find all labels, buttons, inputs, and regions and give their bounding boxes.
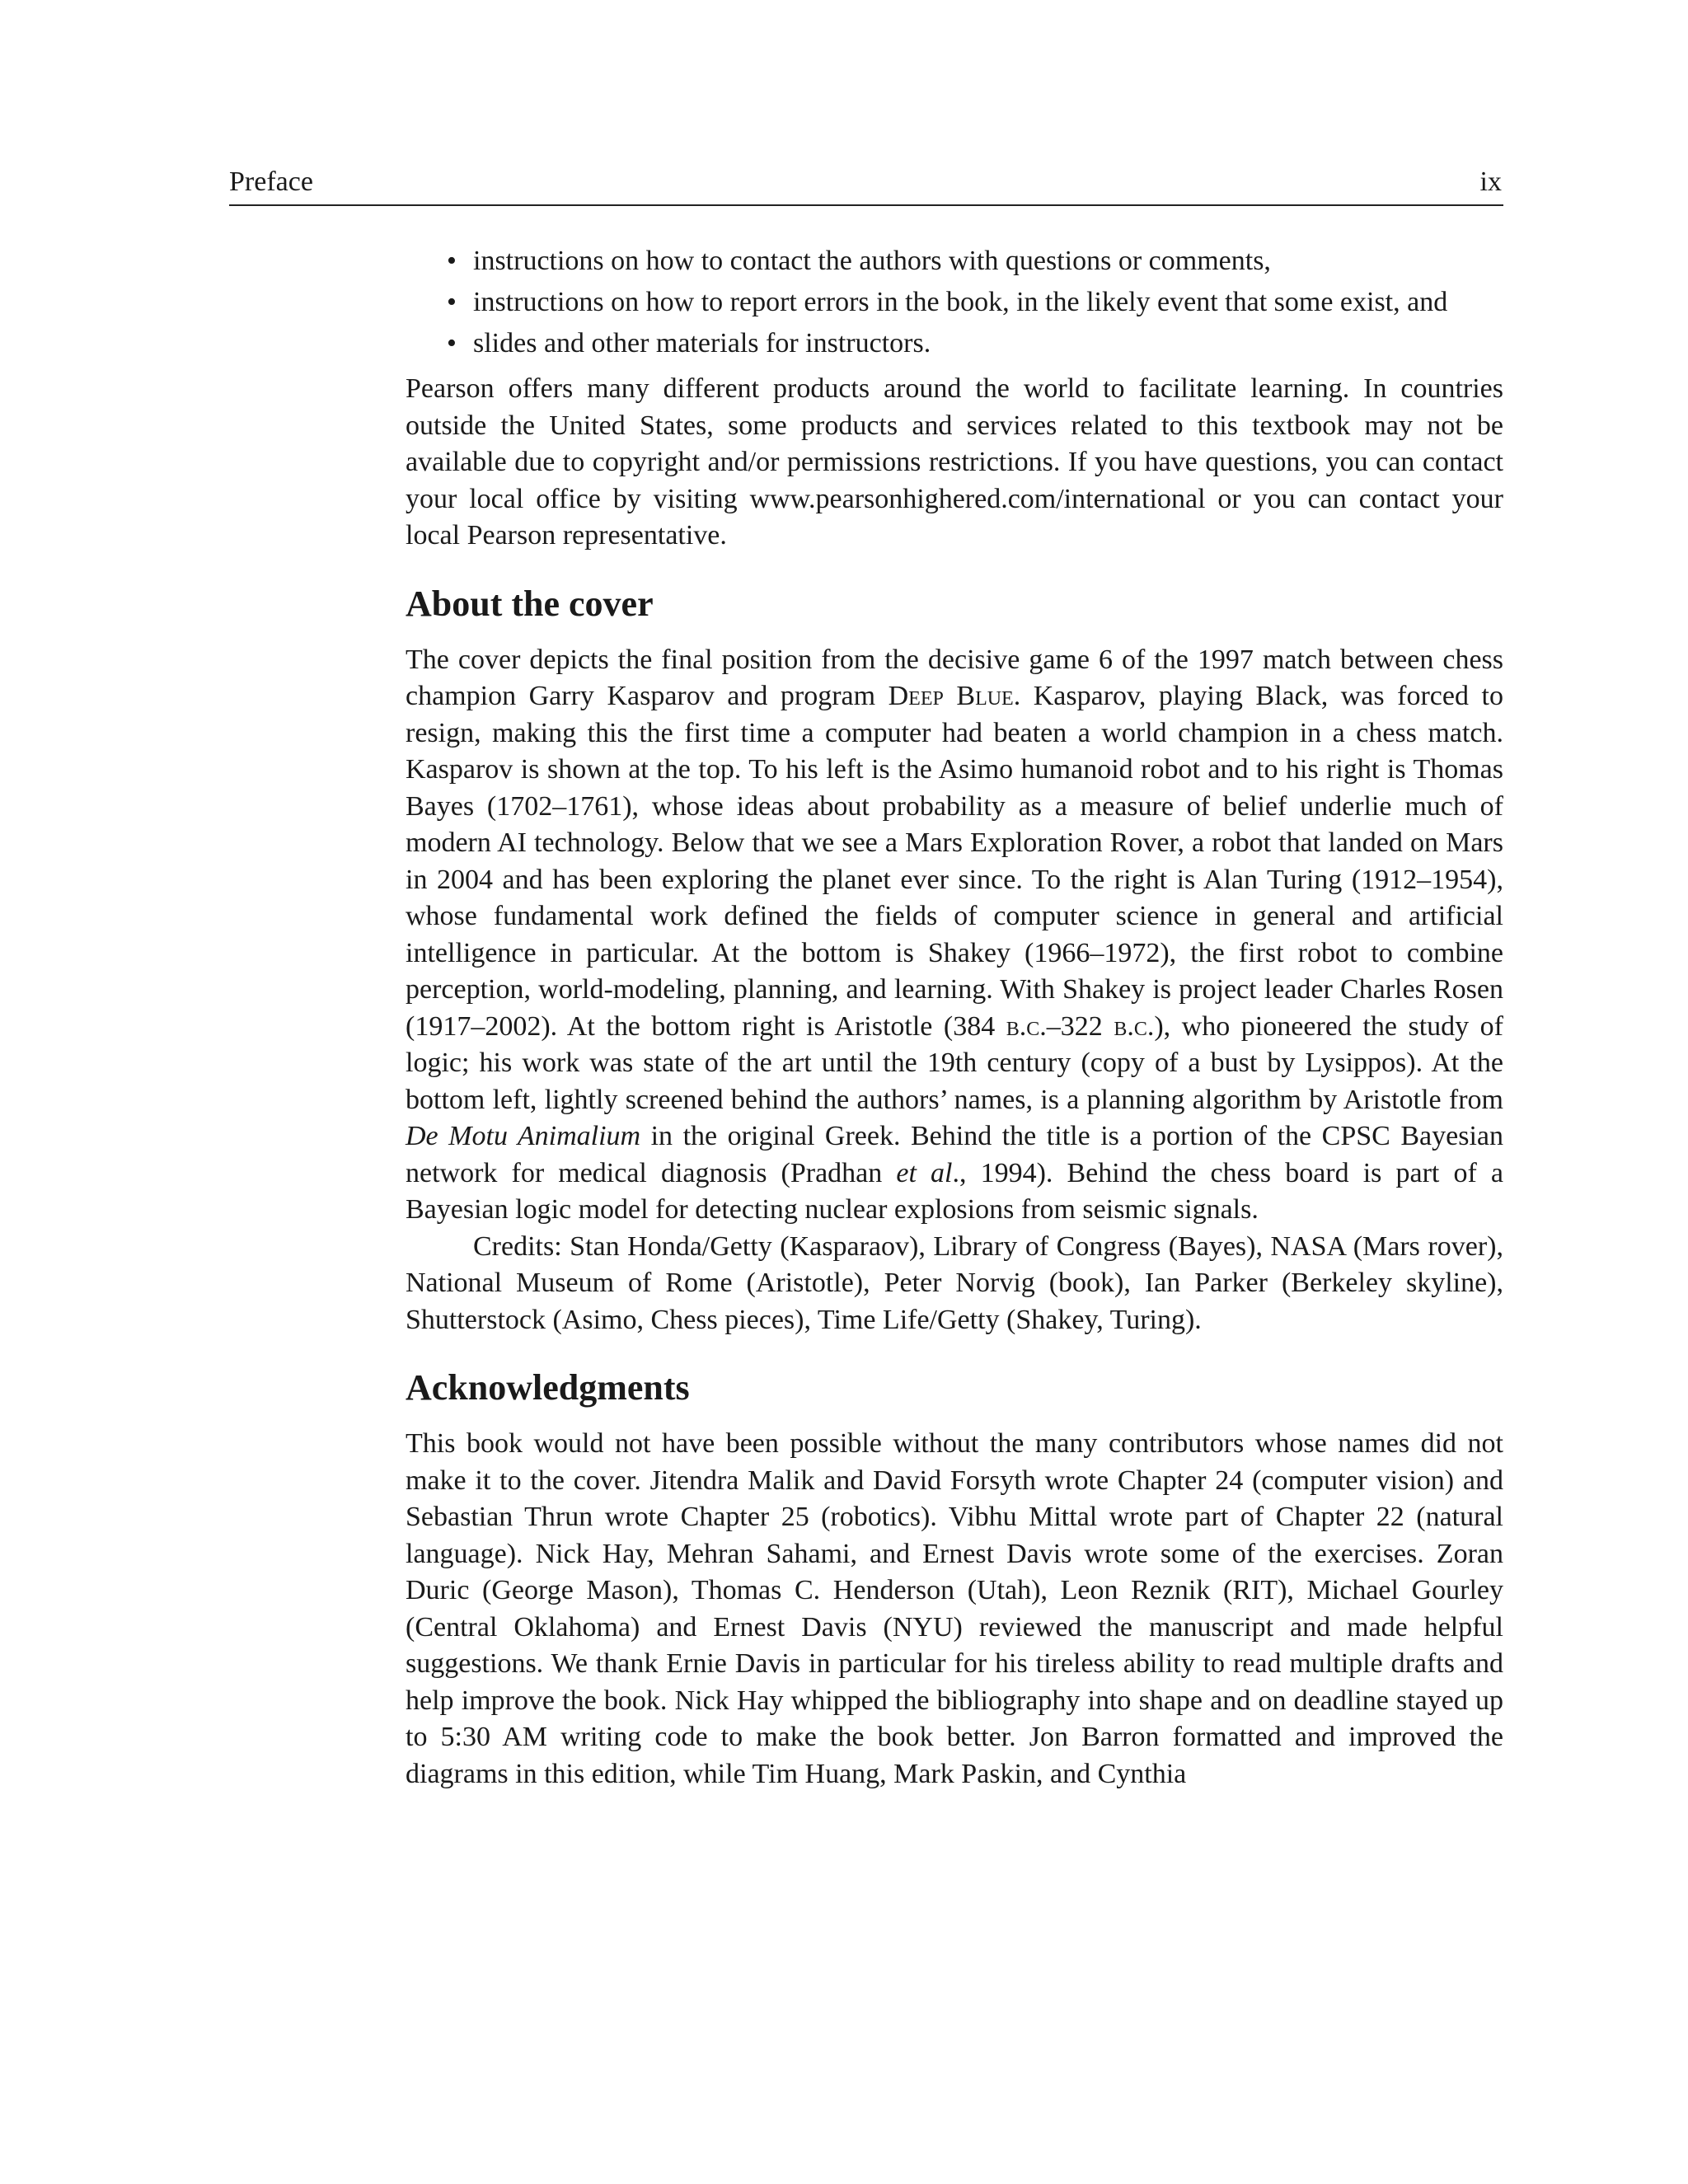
text-run: in the original Greek. Behind the title is a portion of the CPSC Bayesian network for medical diagnosis (Pradhan	[406, 1121, 1503, 1188]
list-item	[406, 282, 1503, 323]
section-heading-cover: About the cover	[406, 583, 654, 624]
era-abbrev: b.c.	[1006, 1010, 1047, 1042]
text-run: ., 1994). Behind the chess board is part of a Bayesian logic model for detecting nuclear explosions from seismic signals.	[406, 1157, 1503, 1225]
list-item-text: instructions on how to contact the authors with questions or comments,	[473, 246, 1271, 276]
text-run: The cover depicts the final position from the decisive game 6 of the 1997 match between chess champion Garry Kasparov and program	[406, 644, 1503, 711]
text-run: ), who pioneered the study of logic; his work was state of the art until the 19th century (copy of a bust by Lysippos). At the bottom left, lightly screened behind the authors’ names, is a planning algorithm by Aristotle from	[406, 1010, 1504, 1115]
list-item	[406, 241, 1503, 282]
text-run: –322	[1046, 1010, 1114, 1042]
section-title: Preface	[229, 166, 313, 197]
bullet-icon: •	[447, 246, 457, 276]
acknowledgments-paragraph: This book would not have been possible without the many contributors whose names did not make it to the cover. Jitendra Malik and David Forsyth wrote Chapter 24 (computer vision) and Sebastian Thrun wrote Chapter 25 (robotics). Vibhu Mittal wrote part of Chapter 22 (natural language). Nick Hay, Mehran Sahami, and Ernest Davis wrote some of the exercises. Zoran Duric (George Mason), Thomas C. Henderson (Utah), Leon Reznik (RIT), Michael Gourley (Central Oklahoma) and Ernest Davis (NYU) reviewed the manuscript and made helpful suggestions. We thank Ernie Davis in particular for his tireless ability to read multiple drafts and help improve the book. Nick Hay whipped the bibliography into shape and on deadline stayed up to 5:30 AM writing code to make the book better. Jon Barron formatted and improved the diagrams in this edition, while Tim Huang, Mark Paskin, and Cynthia	[406, 1428, 1503, 1789]
running-head	[229, 162, 1503, 206]
list-item-text: instructions on how to report errors in the book, in the likely event that some exist, and	[473, 287, 1448, 317]
program-name: Deep Blue	[888, 681, 1014, 711]
cover-paragraph	[406, 642, 1503, 1229]
list-item	[406, 323, 1503, 364]
bullet-icon: •	[447, 328, 457, 359]
text-run: . Kasparov, playing Black, was forced to resign, making this the first time a computer had beaten a world champion in a chess match. Kasparov is shown at the top. To his left is the Asimo humanoid robot and to his right is Thomas Bayes (1702–1761), whose ideas about probability as a measure of belief underlie much of modern AI technology. Below that we see a Mars Exploration Rover, a robot that landed on Mars in 2004 and has been exploring the planet ever since. To the right is Alan Turing (1912–1954), whose fundamental work defined the fields of computer science in general and artificial intelligence in particular. At the bottom is Shakey (1966–1972), the first robot to combine perception, world-modeling, planning, and learning. With Shakey is project leader Charles Rosen (1917–2002). At the bottom right is Aristotle (384	[406, 681, 1503, 1042]
resource-list	[406, 241, 1503, 364]
bullet-icon: •	[447, 287, 457, 317]
list-item-text: slides and other materials for instructors.	[473, 328, 931, 359]
book-title: De Motu Animalium	[406, 1121, 641, 1151]
pearson-paragraph: Pearson offers many different products around the world to facilitate learning. In countries outside the United States, some products and services related to this textbook may not be available due to copyright and/or permissions restrictions. If you have questions, you can contact your local office by visiting www.pearsonhighered.com/international or you can contact your local Pearson representative.	[406, 373, 1503, 551]
citation-et-al: et al	[896, 1157, 953, 1188]
era-abbrev: b.c.	[1114, 1010, 1155, 1042]
page-body	[406, 241, 1503, 1793]
section-heading-acknowledgments: Acknowledgments	[406, 1367, 690, 1408]
page-number: ix	[1479, 166, 1502, 197]
credits-paragraph: Credits: Stan Honda/Getty (Kasparaov), Library of Congress (Bayes), NASA (Mars rover), National Museum of Rome (Aristotle), Peter Norvig (book), Ian Parker (Berkeley skyline), Shutterstock (Asimo, Chess pieces), Time Life/Getty (Shakey, Turing).	[406, 1230, 1503, 1335]
